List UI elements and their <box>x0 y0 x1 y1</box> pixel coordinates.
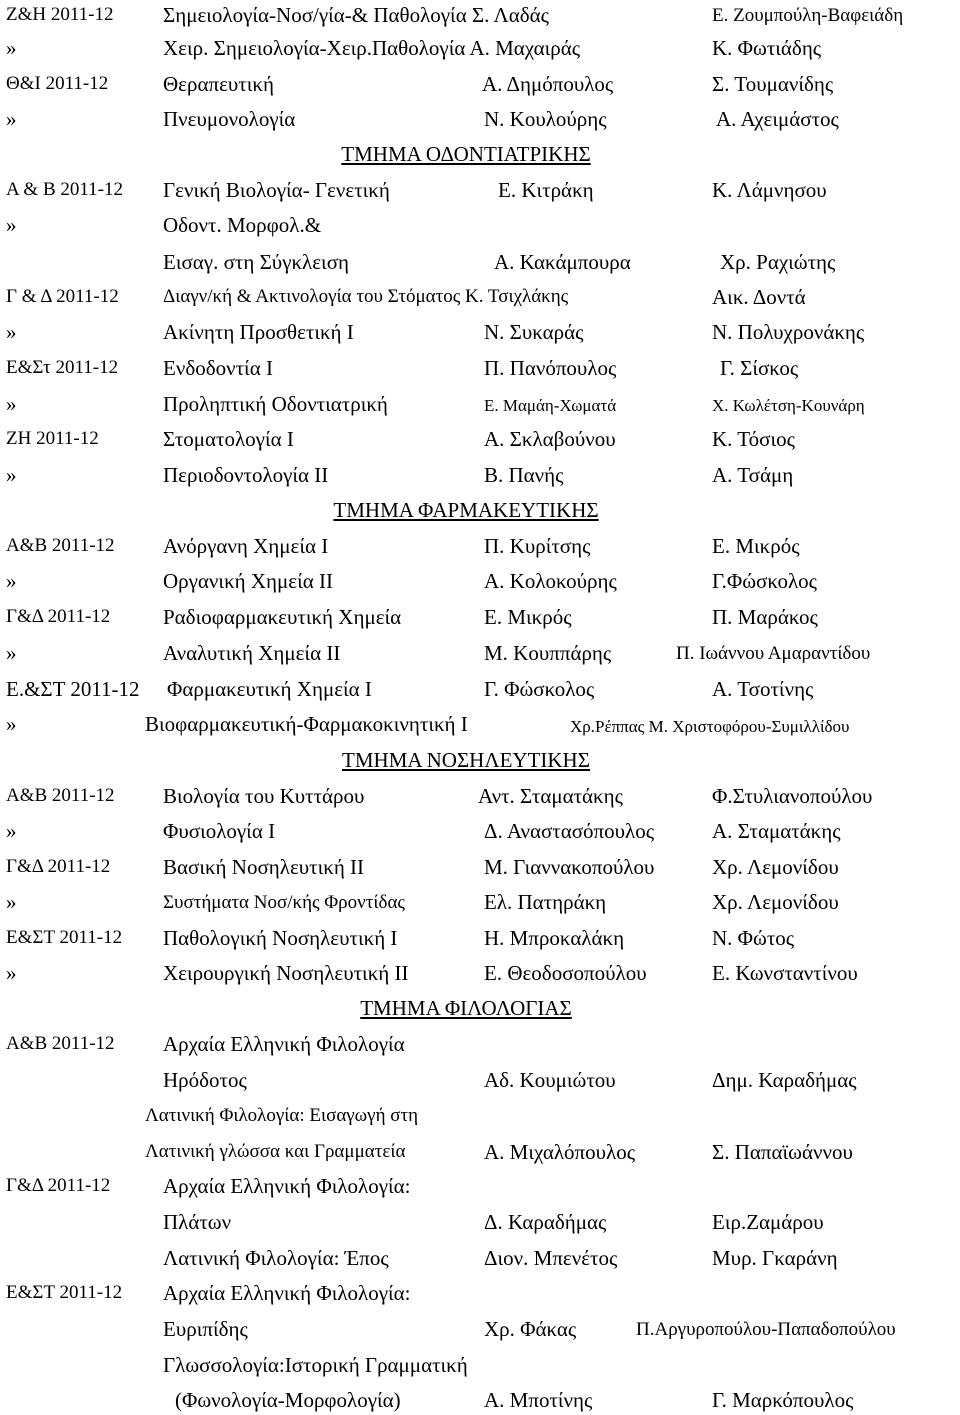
instructor-2: Δημ. Καραδήμας <box>712 1068 857 1092</box>
course-title: Οργανική Χημεία ΙΙ <box>163 569 333 593</box>
row-label: ΖΗ 2011-12 <box>6 428 99 449</box>
instructor-1: Α. Κακάμπουρα <box>494 250 631 274</box>
instructor-1: Δ. Καραδήμας <box>484 1210 607 1234</box>
row-label: Ζ&Η 2011-12 <box>6 4 114 25</box>
instructor-2: Χ. Κωλέτση-Κουνάρη <box>712 396 865 415</box>
row-label: » <box>6 320 17 344</box>
course-title: Φυσιολογία Ι <box>163 819 276 843</box>
instructor-2: Κ. Λάμνησου <box>712 178 827 202</box>
course-title: Πνευμονολογία <box>163 107 296 131</box>
instructor-2: Αικ. Δοντά <box>712 285 806 309</box>
instructor-2: Α. Αχειμάστος <box>716 107 839 131</box>
instructor-2: Μυρ. Γκαράνη <box>712 1246 838 1270</box>
department-heading: ΤΜΗΜΑ ΝΟΣΗΛΕΥΤΙΚΗΣ <box>342 748 590 772</box>
course-title: Ευριπίδης <box>163 1317 248 1341</box>
instructor-1: Ελ. Πατηράκη <box>484 890 607 914</box>
instructor-1: Α. Σκλαβούνου <box>484 427 616 451</box>
instructor-2: Σ. Παπαϊωάννου <box>712 1140 853 1164</box>
instructor-2: Ν. Πολυχρονάκης <box>712 320 865 344</box>
instructor-2: Σ. Τουμανίδης <box>712 72 834 96</box>
row-label: » <box>6 641 17 665</box>
course-title: Αναλυτική Χημεία ΙΙ <box>163 641 341 665</box>
instructor-1: Α. Κολοκούρης <box>484 569 617 593</box>
instructor-2: Α. Τσοτίνης <box>712 677 814 701</box>
row-label: Ε&ΣΤ 2011-12 <box>6 1282 123 1303</box>
course-title: Χειρ. Σημειολογία-Χειρ.Παθολογία Α. Μαχαιράς <box>163 36 581 60</box>
row-label: Γ&Δ 2011-12 <box>6 606 111 627</box>
instructor-1: Χρ. Φάκας <box>484 1317 577 1341</box>
instructor-1: Ε. Μαμάη-Χωματά <box>484 396 617 415</box>
course-title: Περιοδοντολογία ΙΙ <box>163 463 329 487</box>
instructor-1: Ε. Κιτράκη <box>498 178 594 202</box>
instructor-2: Π. Μαράκος <box>712 605 818 629</box>
instructor-2: Χρ. Ραχιώτης <box>720 250 836 274</box>
row-label: Θ&Ι 2011-12 <box>6 73 109 94</box>
instructor-1: Χρ.Ρέππας Μ. Χριστοφόρου-Συμιλλίδου <box>570 717 850 736</box>
instructor-2: Γ. Σίσκος <box>720 356 799 380</box>
instructor-2: Ε. Μικρός <box>712 534 800 558</box>
course-title: Λατινική Φιλολογία: Έπος <box>163 1246 389 1270</box>
instructor-2: Χρ. Λεμονίδου <box>712 890 839 914</box>
course-title: (Φωνολογία-Μορφολογία) <box>175 1388 401 1412</box>
instructor-1: Γ. Φώσκολος <box>484 677 595 701</box>
row-label: » <box>6 890 17 914</box>
instructor-2: Α. Σταματάκης <box>712 819 841 843</box>
row-label: Γ & Δ 2011-12 <box>6 286 119 307</box>
row-label: » <box>6 569 17 593</box>
row-label: » <box>6 213 17 237</box>
instructor-2: Ε. Κωνσταντίνου <box>712 961 858 985</box>
instructor-1: Ν. Κουλούρης <box>484 107 607 131</box>
course-title: Λατινική Φιλολογία: Εισαγωγή στη <box>145 1105 419 1126</box>
instructor-1: Δ. Αναστασόπουλος <box>484 819 655 843</box>
instructor-1: Β. Πανής <box>484 463 564 487</box>
course-title: Συστήματα Νοσ/κής Φροντίδας <box>163 892 405 913</box>
course-title: Βιοφαρμακευτική-Φαρμακοκινητική Ι <box>145 712 468 736</box>
instructor-2: Π. Ιωάννου Αμαραντίδου <box>676 643 871 664</box>
department-heading: ΤΜΗΜΑ ΟΔΟΝΤΙΑΤΡΙΚΗΣ <box>341 142 591 166</box>
instructor-2: Π.Αργυροπούλου-Παπαδοπούλου <box>636 1319 896 1340</box>
instructor-1: Μ. Κουππάρης <box>484 641 612 665</box>
instructor-1: Αδ. Κουμιώτου <box>484 1068 616 1092</box>
instructor-2: Κ. Τόσιος <box>712 427 795 451</box>
instructor-2: Ε. Ζουμπούλη-Βαφειάδη <box>712 5 904 26</box>
instructor-2: Ειρ.Ζαμάρου <box>712 1210 824 1234</box>
course-title: Θεραπευτική <box>163 72 274 96</box>
course-title: Βασική Νοσηλευτική ΙΙ <box>163 855 365 879</box>
instructor-1: Αντ. Σταματάκης <box>478 784 623 808</box>
course-title: Στοματολογία Ι <box>163 427 294 451</box>
instructor-1: Π. Κυρίτσης <box>484 534 591 558</box>
row-label: Α & Β 2011-12 <box>6 179 123 200</box>
course-title: Προληπτική Οδοντιατρική <box>163 392 388 416</box>
row-label: Α&Β 2011-12 <box>6 1033 115 1054</box>
course-title: Βιολογία του Κυττάρου <box>163 784 365 808</box>
instructor-1: Α. Μιχαλόπουλος <box>484 1140 636 1164</box>
instructor-1: Η. Μπροκαλάκη <box>484 926 625 950</box>
instructor-1: Α. Μποτίνης <box>484 1388 593 1412</box>
instructor-1: Ε. Θεοδοσοπούλου <box>484 961 647 985</box>
instructor-1: Διον. Μπενέτος <box>484 1246 618 1270</box>
row-label: » <box>6 392 17 416</box>
row-label: Ε&Στ 2011-12 <box>6 357 119 378</box>
instructor-1: Μ. Γιαννακοπούλου <box>484 855 655 879</box>
course-title: Οδοντ. Μορφολ.& <box>163 213 322 237</box>
course-title: Ανόργανη Χημεία Ι <box>163 534 329 558</box>
course-title: Ηρόδοτος <box>163 1068 247 1092</box>
row-label: Γ&Δ 2011-12 <box>6 856 111 877</box>
department-heading: ΤΜΗΜΑ ΦΑΡΜΑΚΕΥΤΙΚΗΣ <box>333 498 599 522</box>
course-title: Διαγν/κή & Ακτινολογία του Στόματος Κ. Τσιχλάκης <box>163 286 569 307</box>
row-label: » <box>6 819 17 843</box>
row-label: » <box>6 463 17 487</box>
course-title: Εισαγ. στη Σύγκλειση <box>163 250 350 274</box>
instructor-2: Χρ. Λεμονίδου <box>712 855 839 879</box>
course-title: Γενική Βιολογία- Γενετική <box>163 178 390 202</box>
department-heading: ΤΜΗΜΑ ΦΙΛΟΛΟΓΙΑΣ <box>360 996 572 1020</box>
course-title: Γλωσσολογία:Ιστορική Γραμματική <box>163 1353 468 1377</box>
row-label: Ε.&ΣΤ 2011-12 <box>6 677 140 701</box>
instructor-2: Γ. Μαρκόπουλος <box>712 1388 854 1412</box>
course-title: Χειρουργική Νοσηλευτική ΙΙ <box>163 961 409 985</box>
course-title: Σημειολογία-Νοσ/γία-& Παθολογία Σ. Λαδάς <box>163 3 549 27</box>
instructor-1: Π. Πανόπουλος <box>484 356 617 380</box>
course-title: Παθολογική Νοσηλευτική Ι <box>163 926 398 950</box>
row-label: Α&Β 2011-12 <box>6 785 115 806</box>
row-label: Γ&Δ 2011-12 <box>6 1175 111 1196</box>
row-label: » <box>6 712 17 736</box>
instructor-2: Φ.Στυλιανοπούλου <box>712 784 873 808</box>
row-label: » <box>6 36 17 60</box>
instructor-2: Ν. Φώτος <box>712 926 795 950</box>
instructor-1: Ε. Μικρός <box>484 605 572 629</box>
row-label: Α&Β 2011-12 <box>6 535 115 556</box>
course-title: Αρχαία Ελληνική Φιλολογία: <box>163 1174 411 1198</box>
course-title: Ενδοδοντία Ι <box>163 356 273 380</box>
course-title: Ακίνητη Προσθετική Ι <box>163 320 354 344</box>
course-title: Φαρμακευτική Χημεία Ι <box>167 677 372 701</box>
row-label: » <box>6 107 17 131</box>
course-title: Πλάτων <box>163 1210 232 1234</box>
instructor-2: Κ. Φωτιάδης <box>712 36 822 60</box>
course-title: Ραδιοφαρμακευτική Χημεία <box>163 605 402 629</box>
course-title: Λατινική γλώσσα και Γραμματεία <box>145 1141 406 1162</box>
instructor-2: Γ.Φώσκολος <box>712 569 817 593</box>
row-label: Ε&ΣΤ 2011-12 <box>6 927 123 948</box>
instructor-1: Α. Δημόπουλος <box>482 72 614 96</box>
instructor-1: Ν. Συκαράς <box>484 320 584 344</box>
course-title: Αρχαία Ελληνική Φιλολογία: <box>163 1281 411 1305</box>
course-title: Αρχαία Ελληνική Φιλολογία <box>163 1032 405 1056</box>
row-label: » <box>6 961 17 985</box>
instructor-2: Α. Τσάμη <box>712 463 794 487</box>
